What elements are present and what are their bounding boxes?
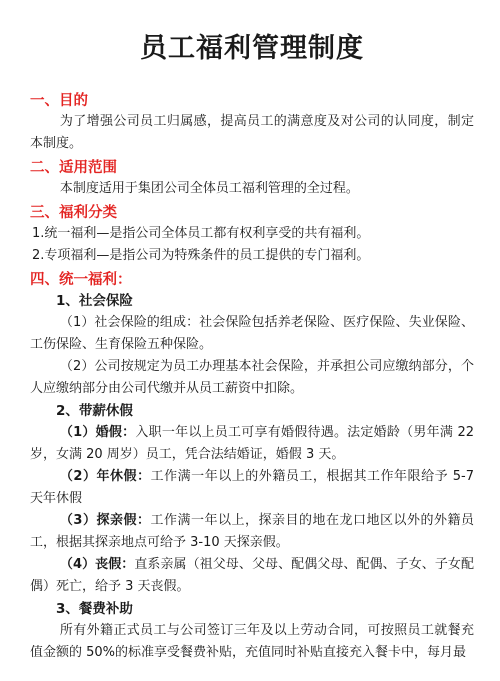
list-item <box>30 466 474 510</box>
paragraph: 2.专项福利—是指公司为特殊条件的员工提供的专门福利。 <box>32 248 370 263</box>
item-lead: （2）年休假： <box>59 469 151 484</box>
list-item <box>30 554 474 598</box>
item-lead: （4）丧假： <box>59 557 135 572</box>
list-item <box>30 422 474 466</box>
section-purpose <box>30 88 474 155</box>
section-heading: 二、适用范围 <box>30 160 117 176</box>
subsection-meal-allowance <box>30 598 474 664</box>
subsection-title: 3、餐费补助 <box>56 601 133 617</box>
paragraph: 1.统一福利—是指公司全体员工都有权利享受的共有福利。 <box>32 226 370 241</box>
section-heading: 三、福利分类 <box>30 205 117 221</box>
subsection-title: 1、社会保险 <box>56 293 133 309</box>
section-categories <box>30 200 474 267</box>
subsection-title: 2、带薪休假 <box>56 403 133 419</box>
page-title: 员工福利管理制度 <box>140 33 364 64</box>
paragraph: （2）公司按规定为员工办理基本社会保险，并承担公司应缴纳部分，个人应缴纳部分由公司代缴并从员工薪资中扣除。 <box>30 359 474 396</box>
subsection-paid-leave <box>30 400 474 598</box>
item-text: 工作满一年以上的外籍员工，根据其工作年限给予 5-7 天年休假 <box>30 469 475 506</box>
paragraph: 所有外籍正式员工与公司签订三年及以上劳动合同，可按照员工就餐充值金额的 50%的标准享受餐费补贴，充值同时补贴直接充入餐卡中，每月最 <box>30 623 474 660</box>
section-unified-benefits <box>30 267 474 664</box>
paragraph: 本制度适用于集团公司全体员工福利管理的全过程。 <box>59 181 359 196</box>
list-item <box>30 510 474 554</box>
paragraph: （1）社会保险的组成：社会保险包括养老保险、医疗保险、失业保险、工伤保险、生育保险五种保险。 <box>30 315 474 352</box>
item-text: 入职一年以上员工可享有婚假待遇。法定婚龄（男年满 22 岁，女满 20 周岁）员工，凭合法结婚证，婚假 3 天。 <box>30 425 474 462</box>
subsection-social-insurance <box>30 290 474 400</box>
section-heading: 四、统一福利： <box>30 272 132 288</box>
item-lead: （1）婚假： <box>59 425 136 440</box>
section-heading: 一、目的 <box>30 93 88 109</box>
item-text: 直系亲属（祖父母、父母、配偶父母、配偶、子女、子女配偶）死亡，给予 3 天丧假。 <box>30 557 474 594</box>
item-lead: （3）探亲假： <box>59 513 151 528</box>
paragraph: 为了增强公司员工归属感，提高员工的满意度及对公司的认同度，制定本制度。 <box>30 114 474 151</box>
item-text: 工作满一年以上，探亲目的地在龙口地区以外的外籍员工，根据其探亲地点可给予 3-10 天探亲假。 <box>30 513 474 550</box>
section-scope <box>30 155 474 200</box>
